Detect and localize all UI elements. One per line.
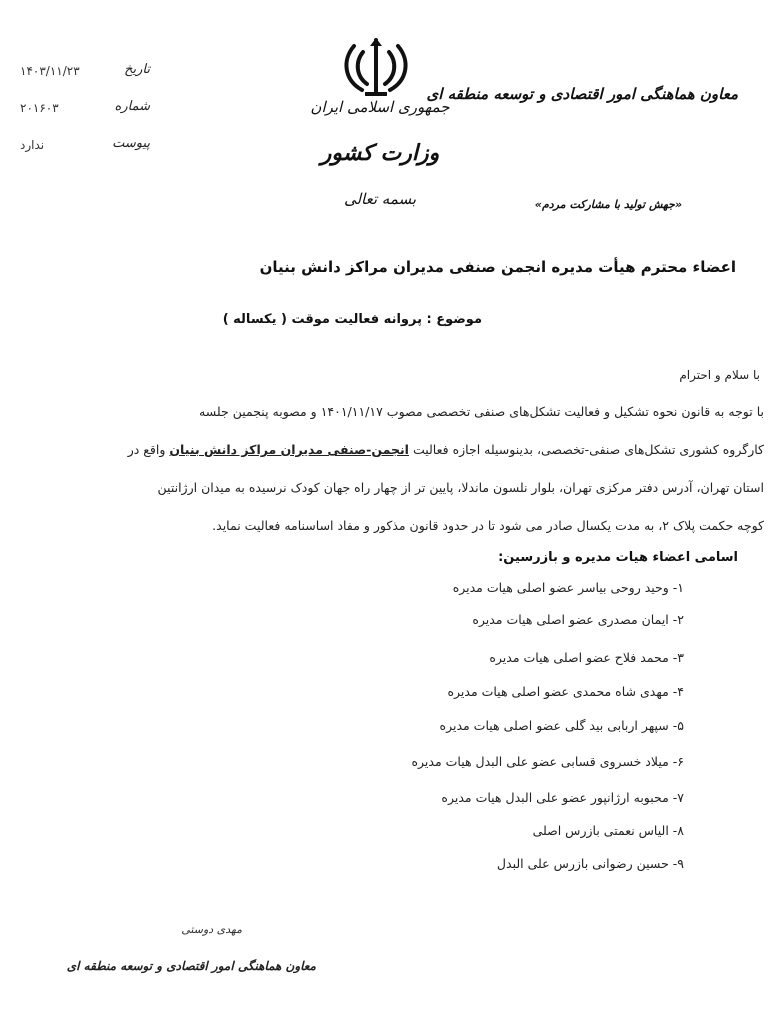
paragraph-line: [4, 480, 764, 495]
member-item: ۳- محمد فلاح عضو اصلی هیات مدیره: [489, 650, 684, 665]
attachment-row: [20, 136, 150, 162]
member-item: ۲- ایمان مصدری عضو اصلی هیات مدیره: [472, 612, 684, 627]
paragraph-line: [4, 518, 764, 533]
members-heading: اسامی اعضاء هیات مدیره و بازرسین:: [498, 550, 738, 565]
member-item: ۷- محبوبه ارژانپور عضو علی البدل هیات مدیره: [441, 790, 684, 805]
member-item: ۱- وحید روحی بیاسر عضو اصلی هیات مدیره: [452, 580, 684, 595]
date-label: تاریخ: [124, 62, 150, 77]
basmala-text: بسمه تعالی: [343, 190, 417, 208]
association-name: انجمن-صنفی مدیران مراکز دانش بنیان: [169, 442, 409, 457]
paragraph-line: [4, 442, 764, 457]
paragraph-text: کوچه حکمت پلاک ۲، به مدت یکسال صادر می شود تا در حدود قانون مذکور و مفاد اساسنامه فعالیت نماید.: [212, 518, 764, 533]
attachment-label: پیوست: [112, 136, 150, 151]
greeting: با سلام و احترام: [679, 368, 760, 382]
date-row: [20, 62, 150, 88]
annual-motto: «جهش تولید با مشارکت مردم»: [534, 198, 682, 211]
paragraph-text: کارگروه کشوری تشکل‌های صنفی-تخصصی، بدینوسیله اجازه فعالیت: [408, 442, 764, 457]
nation-title: جمهوری اسلامی ایران: [310, 98, 450, 116]
member-item: ۵- سپهر اربابی بید گلی عضو اصلی هیات مدیره: [439, 718, 684, 733]
paragraph-text: استان تهران، آدرس دفتر مرکزی تهران، بلوار نلسون ماندلا، پایین تر از چهار راه جهان کودک نرسیده به میدان ارژانتین: [157, 480, 764, 495]
date-value: ۱۴۰۳/۱۱/۲۳: [20, 64, 80, 78]
member-item: ۴- مهدی شاه محمدی عضو اصلی هیات مدیره: [447, 684, 684, 699]
number-label: شماره: [114, 99, 150, 114]
signatory-name: مهدی دوستی: [181, 923, 242, 936]
paragraph-text: واقع در: [127, 442, 170, 457]
ministry-title: وزارت کشور: [320, 140, 440, 166]
attachment-value: ندارد: [20, 138, 45, 152]
paragraph-line: [4, 404, 764, 419]
number-value: ۲۰۱۶۰۳: [20, 101, 59, 115]
member-item: ۸- الیاس نعمتی بازرس اصلی: [532, 823, 684, 838]
letter-recipient: اعضاء محترم هیأت مدیره انجمن صنفی مدیران مراکز دانش بنیان: [259, 258, 736, 276]
number-row: [20, 99, 150, 125]
member-item: ۹- حسین رضوانی بازرس علی البدل: [496, 856, 684, 871]
paragraph-text: با توجه به قانون نحوه تشکیل و فعالیت تشکل‌های صنفی تخصصی مصوب ۱۴۰۱/۱۱/۱۷ و مصوبه پنجمین جلسه: [199, 404, 764, 419]
national-emblem-icon: [340, 36, 412, 98]
member-item: ۶- میلاد خسروی قسابی عضو علی البدل هیات مدیره: [411, 754, 684, 769]
deputy-office-title: معاون هماهنگی امور اقتصادی و توسعه منطقه ای: [426, 85, 738, 103]
signatory-title: معاون هماهنگی امور اقتصادی و توسعه منطقه ای: [66, 959, 316, 973]
letter-subject: موضوع : پروانه فعالیت موقت ( یکساله ): [222, 312, 482, 327]
